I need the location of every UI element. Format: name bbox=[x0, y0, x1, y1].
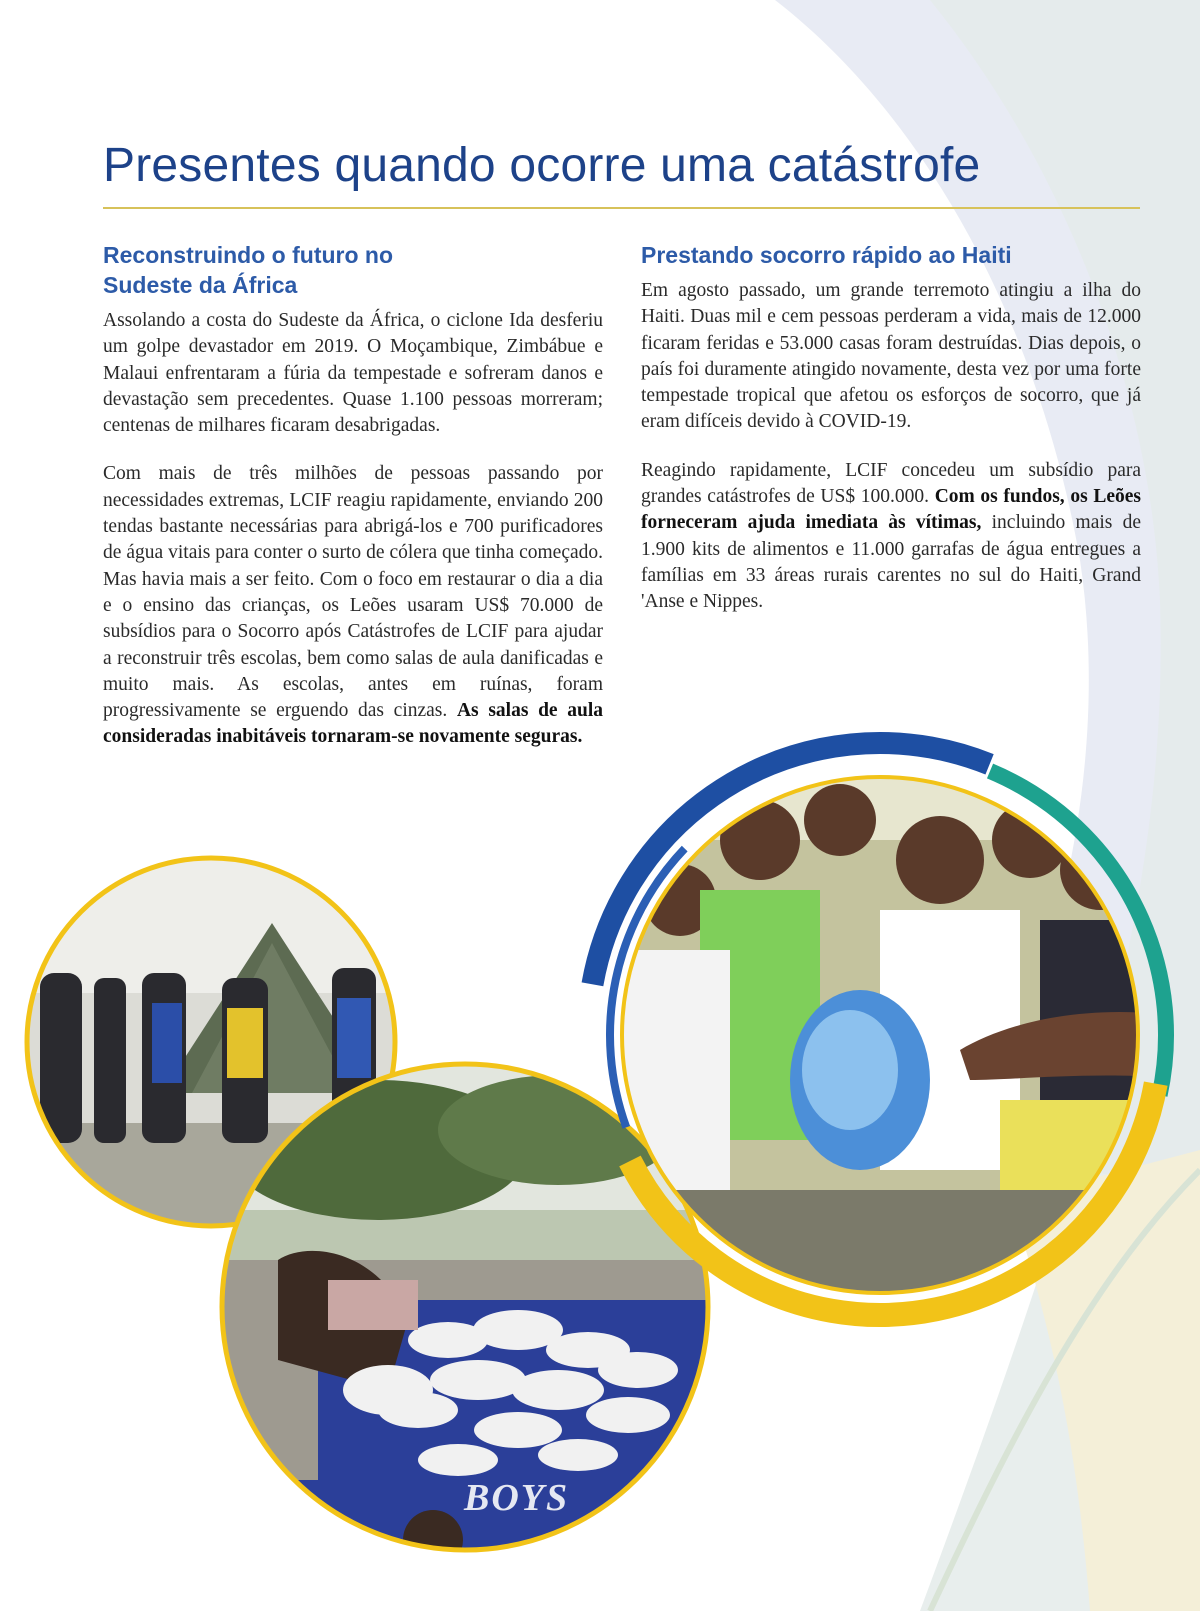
left-paragraph-2 bbox=[103, 461, 603, 750]
left-heading-line1: Reconstruindo o futuro no bbox=[103, 242, 394, 268]
haiti-crowd-photo bbox=[580, 720, 1200, 1340]
title-divider bbox=[103, 207, 1140, 209]
left-heading bbox=[103, 240, 603, 300]
left-paragraph-2-bold: As salas de aula consideradas inabitáveis tornaram-se novamente seguras. bbox=[103, 700, 604, 748]
right-paragraph-2-end: incluindo mais de 1.900 kits de alimentos e 11.000 garrafas de água entregues a famílias em 33 áreas rurais carentes no sul do Haiti, Grand 'Anse e Nippes. bbox=[641, 512, 1141, 613]
left-paragraph-1: Assolando a costa do Sudeste da África, o ciclone Ida desferiu um golpe devastador em 2019. O Moçambique, Zimbábue e Malaui enfrentaram a fúria da tempestade e sofreram danos e devastação sem precedentes. Quase 1.100 pessoas morreram; centenas de milhares ficaram desabrigadas. bbox=[103, 310, 603, 437]
right-paragraph-2-bold: Com os fundos, os Leões forneceram ajuda imediata às vítimas, bbox=[641, 486, 1141, 534]
left-paragraph-2-text: Com mais de três milhões de pessoas passando por necessidades extremas, LCIF reagiu rapidamente, enviando 200 tendas bastante necessárias para abrigá-los e 700 purificadores de água vitais para conter o surto de cólera que tinha começado. Mas havia mais a ser feito. Com o foco em restaurar o dia a dia e o ensino das crianças, os Leões usaram US$ 70.000 de subsídios para o Socorro após Catástrofes de LCIF para ajudar a reconstruir três escolas, bem como salas de aula danificadas e muito mais. As escolas, antes em ruínas, foram progressivamente se erguendo das cinzas. bbox=[103, 463, 603, 722]
right-article bbox=[641, 240, 1141, 638]
page-title: Presentes quando ocorre uma catástrofe bbox=[103, 139, 981, 192]
right-heading: Prestando socorro rápido ao Haiti bbox=[641, 242, 1012, 268]
right-paragraph-1: Em agosto passado, um grande terremoto atingiu a ilha do Haiti. Duas mil e cem pessoas perderam a vida, mais de 12.000 ficaram feridas e 53.000 casas foram destruídas. Dias depois, o país foi duramente atingido novamente, desta vez por uma forte tempestade tropical que afetou os esforços de socorro, que já eram difíceis devido à COVID-19. bbox=[641, 280, 1141, 433]
left-heading-line2: Sudeste da África bbox=[103, 272, 298, 298]
truck-label: BOYS bbox=[464, 1477, 570, 1519]
left-article bbox=[103, 240, 603, 773]
right-paragraph-2-text: Reagindo rapidamente, LCIF concedeu um subsídio para grandes catástrofes de US$ 100.000. bbox=[641, 459, 1141, 508]
right-paragraph-2 bbox=[641, 458, 1141, 616]
